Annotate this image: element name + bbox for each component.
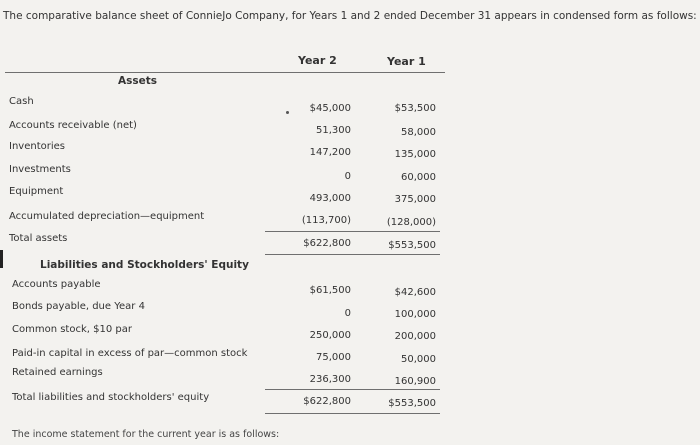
asset-year2-receivables: 51,300 xyxy=(316,125,351,136)
liab-label-retained-earnings: Retained earnings xyxy=(12,367,103,378)
liab-year2-common-stock: 250,000 xyxy=(309,330,351,341)
stray-mark xyxy=(286,111,289,114)
liab-year2-total: $622,800 xyxy=(303,396,351,407)
liab-label-accounts-payable: Accounts payable xyxy=(12,279,101,290)
liab-label-common-stock: Common stock, $10 par xyxy=(12,324,132,335)
asset-label-total: Total assets xyxy=(9,233,68,244)
asset-year1-cash: $53,500 xyxy=(394,103,436,114)
asset-label-accum-depr: Accumulated depreciation—equipment xyxy=(9,211,205,222)
liab-label-total: Total liabilities and stockholders' equity xyxy=(12,392,210,403)
liab-year1-retained-earnings: 160,900 xyxy=(394,376,436,387)
header-rule xyxy=(5,72,445,73)
liab-year2-bonds: 0 xyxy=(344,308,351,319)
left-edge-bar xyxy=(0,250,3,268)
asset-year1-investments: 60,000 xyxy=(401,172,436,183)
liab-year1-common-stock: 200,000 xyxy=(394,331,436,342)
liab-year1-paid-in-capital: 50,000 xyxy=(401,354,436,365)
asset-year2-inventories: 147,200 xyxy=(309,147,351,158)
asset-label-inventories: Inventories xyxy=(9,141,65,152)
liab-label-paid-in-capital: Paid-in capital in excess of par—common stock xyxy=(12,348,248,359)
assets-heading: Assets xyxy=(118,75,158,87)
column-header-year2: Year 2 xyxy=(298,54,337,67)
liab-label-bonds: Bonds payable, due Year 4 xyxy=(12,301,145,312)
asset-year1-receivables: 58,000 xyxy=(401,127,436,138)
asset-year2-cash: $45,000 xyxy=(309,103,351,114)
asset-year2-equipment: 493,000 xyxy=(309,193,351,204)
page-title: The comparative balance sheet of ConnieJo Company, for Years 1 and 2 ended December 31 appears in condensed form as follows: xyxy=(3,10,697,22)
liab-year1-total: $553,500 xyxy=(388,398,436,409)
liab-year1-accounts-payable: $42,600 xyxy=(394,287,436,298)
assets-total-rule xyxy=(265,254,440,255)
liab-year2-paid-in-capital: 75,000 xyxy=(316,352,351,363)
column-header-year1: Year 1 xyxy=(387,55,426,68)
asset-year1-total: $553,500 xyxy=(388,240,436,251)
asset-year2-total: $622,800 xyxy=(303,238,351,249)
asset-year1-accum-depr: (128,000) xyxy=(386,217,436,228)
footer-note: The income statement for the current year is as follows: xyxy=(12,429,280,440)
asset-label-equipment: Equipment xyxy=(9,186,64,197)
liab-subtotal-rule xyxy=(265,389,440,390)
asset-year2-investments: 0 xyxy=(344,171,351,182)
asset-year1-inventories: 135,000 xyxy=(394,149,436,160)
liab-year1-bonds: 100,000 xyxy=(394,309,436,320)
liab-year2-accounts-payable: $61,500 xyxy=(309,285,351,296)
asset-year1-equipment: 375,000 xyxy=(394,194,436,205)
asset-label-cash: Cash xyxy=(9,96,34,107)
assets-subtotal-rule xyxy=(265,231,440,232)
asset-year2-accum-depr: (113,700) xyxy=(301,215,351,226)
asset-label-investments: Investments xyxy=(9,164,71,175)
liab-year2-retained-earnings: 236,300 xyxy=(309,374,351,385)
liabilities-heading: Liabilities and Stockholders' Equity xyxy=(40,259,249,271)
asset-label-receivables: Accounts receivable (net) xyxy=(9,120,137,131)
liab-total-rule xyxy=(265,413,440,414)
